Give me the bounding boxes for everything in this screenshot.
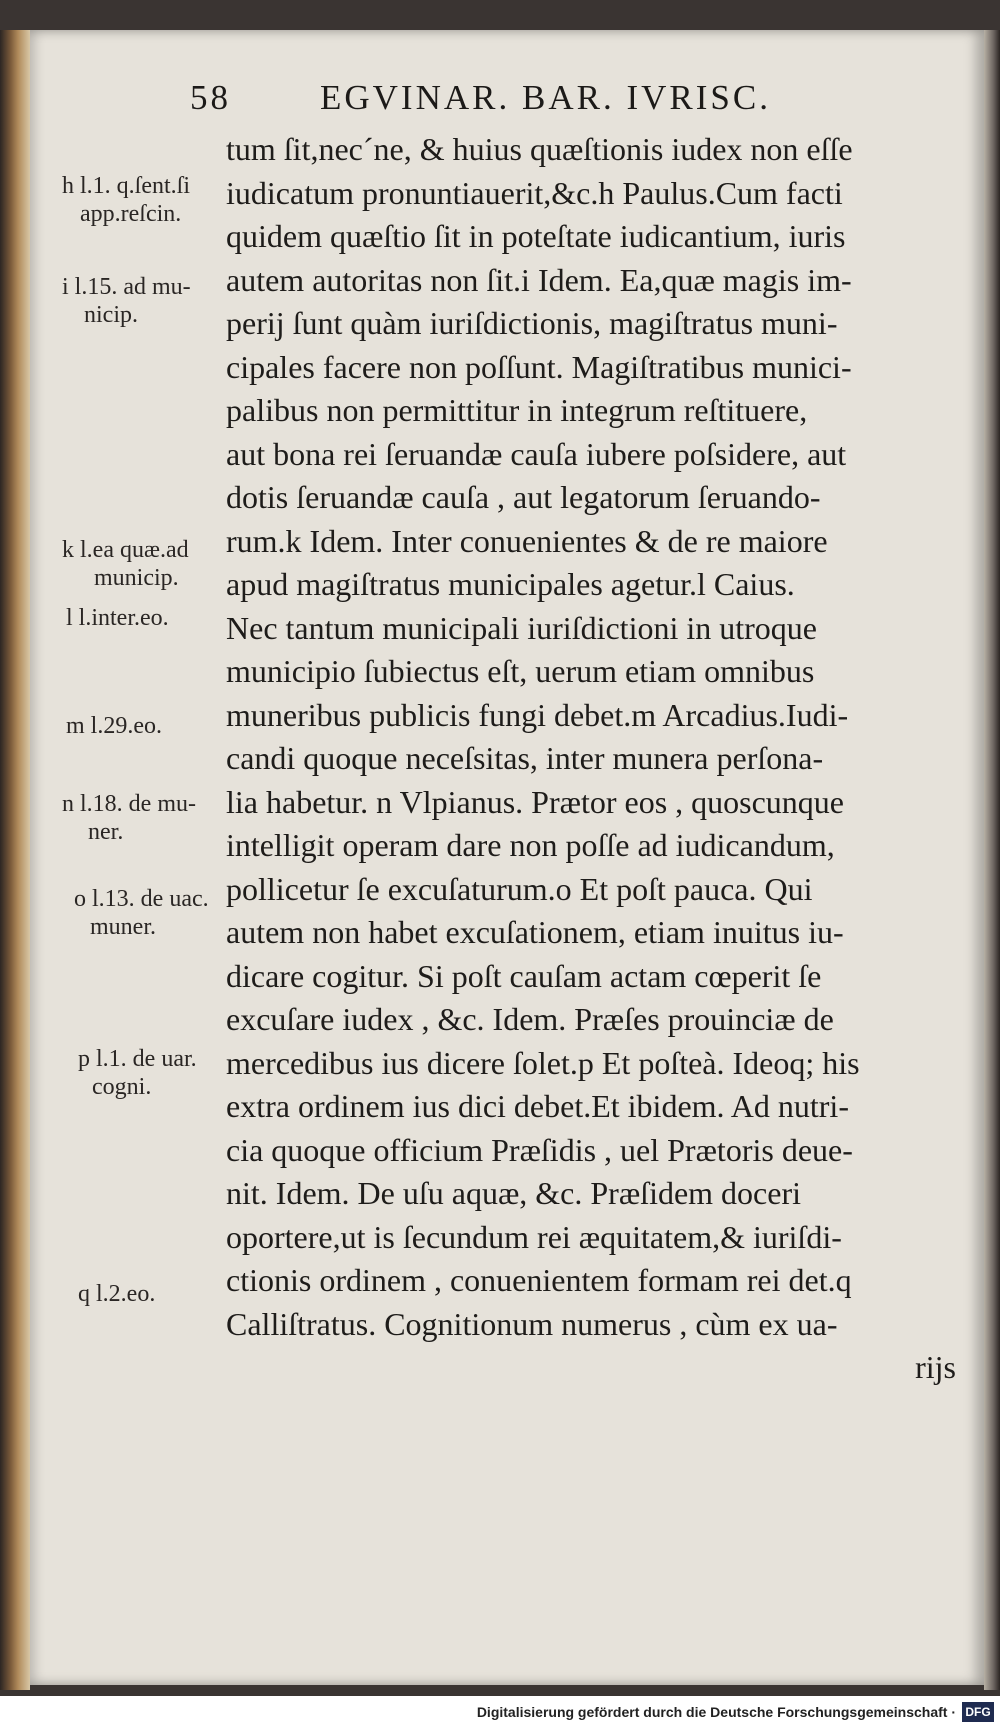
note-line: i l.15. ad mu- bbox=[62, 274, 191, 300]
text-line: mercedibus ius dicere ſolet.p Et poſteà. Ideoq; his bbox=[226, 1044, 860, 1081]
text-line: autem autoritas non ſit.i Idem. Ea,quæ magis im- bbox=[226, 261, 852, 298]
marginal-note-n bbox=[62, 790, 196, 846]
book-edge-right bbox=[984, 30, 1000, 1690]
text-line: extra ordinem ius dici debet.Et ibidem. Ad nutri- bbox=[226, 1088, 849, 1124]
digitization-footer bbox=[0, 1696, 1000, 1730]
text-line: pollicetur ſe excuſaturum.o Et poſt pauca. Qui bbox=[226, 870, 813, 907]
text-line: aut bona rei ſeruandæ cauſa iubere poſsidere, aut bbox=[226, 435, 847, 472]
marginal-note-l bbox=[66, 604, 169, 632]
note-line: p l.1. de uar. bbox=[78, 1046, 197, 1072]
text-line: perij ſunt quàm iuriſdictionis, magiſtratus muni- bbox=[226, 305, 838, 341]
note-line: muner. bbox=[90, 914, 156, 940]
text-line: muneribus publicis fungi debet.m Arcadius.Iudi- bbox=[226, 696, 849, 733]
text-line: autem non habet excuſationem, etiam inuitus iu- bbox=[226, 914, 844, 950]
text-line: apud magiſtratus municipales agetur.l Caius. bbox=[226, 566, 795, 602]
note-line: cogni. bbox=[92, 1074, 152, 1100]
page-number: 58 bbox=[190, 78, 231, 117]
book-edge-left bbox=[0, 30, 30, 1690]
text-line: palibus non permittitur in integrum reſtituere, bbox=[226, 392, 808, 428]
running-head bbox=[190, 78, 890, 122]
marginal-note-h bbox=[62, 172, 190, 228]
marginal-note-p bbox=[78, 1045, 197, 1101]
text-line: rum.k Idem. Inter conuenientes & de re maiore bbox=[226, 522, 828, 559]
text-line: Calliſtratus. Cognitionum numerus , cùm ex ua- bbox=[226, 1305, 838, 1342]
catchword: rijs bbox=[915, 1349, 956, 1385]
text-line: excuſare iudex , &c. Idem. Præſes prouinciæ de bbox=[226, 1001, 834, 1037]
text-line: Nec tantum municipali iuriſdictioni in utroque bbox=[226, 609, 817, 646]
note-line: nicip. bbox=[84, 302, 138, 328]
text-line: dotis ſeruandæ cauſa , aut legatorum ſeruando- bbox=[226, 479, 821, 515]
text-line: dicare cogitur. Si poſt cauſam actam cœperit ſe bbox=[226, 957, 822, 994]
marginal-note-k bbox=[62, 536, 189, 592]
note-line: app.reſcin. bbox=[80, 201, 182, 227]
text-line: cipales facere non poſſunt. Magiſtratibus munici- bbox=[226, 348, 852, 385]
marginal-note-o bbox=[74, 885, 209, 941]
main-text-block bbox=[226, 128, 956, 1390]
text-line: intelligit operam dare non poſſe ad iudicandum, bbox=[226, 827, 835, 863]
note-line: o l.13. de uac. bbox=[74, 886, 209, 912]
note-line: q l.2.eo. bbox=[78, 1281, 156, 1307]
note-line: municip. bbox=[94, 565, 179, 591]
text-line: nit. Idem. De uſu aquæ, &c. Præſidem doceri bbox=[226, 1175, 801, 1211]
note-line: h l.1. q.ſent.ſi bbox=[62, 173, 190, 199]
text-line: cia quoque officium Præſidis , uel Prætoris deue- bbox=[226, 1131, 853, 1168]
text-line: ctionis ordinem , conuenientem formam rei det.q bbox=[226, 1262, 852, 1298]
text-line: candi quoque neceſsitas, inter munera perſona- bbox=[226, 740, 824, 776]
funding-credit: Digitalisierung gefördert durch die Deutsche Forschungsgemeinschaft · bbox=[476, 1704, 956, 1720]
text-line: quidem quæſtio ſit in poteſtate iudicantium, iuris bbox=[226, 218, 846, 254]
text-line: oportere,ut is ſecundum rei æquitatem,& iuriſdi- bbox=[226, 1218, 842, 1255]
note-line: l l.inter.eo. bbox=[66, 605, 169, 631]
marginal-note-i bbox=[62, 273, 191, 329]
note-line: k l.ea quæ.ad bbox=[62, 537, 189, 563]
marginal-note-q bbox=[78, 1280, 155, 1308]
text-line: iudicatum pronuntiauerit,&c.h Paulus.Cum facti bbox=[226, 174, 843, 211]
marginal-note-m bbox=[66, 712, 162, 740]
note-line: m l.29.eo. bbox=[66, 713, 162, 739]
text-line: municipio ſubiectus eſt, uerum etiam omnibus bbox=[226, 653, 815, 689]
note-line: n l.18. de mu- bbox=[62, 791, 196, 817]
note-line: ner. bbox=[88, 819, 124, 845]
dfg-logo-icon: DFG bbox=[962, 1702, 994, 1722]
text-line: tum ſit,nec´ne, & huius quæſtionis iudex non eſſe bbox=[226, 131, 853, 167]
running-title: EGVINAR. BAR. IVRISC. bbox=[320, 78, 771, 117]
text-line: lia habetur. n Vlpianus. Prætor eos , quoscunque bbox=[226, 783, 844, 820]
